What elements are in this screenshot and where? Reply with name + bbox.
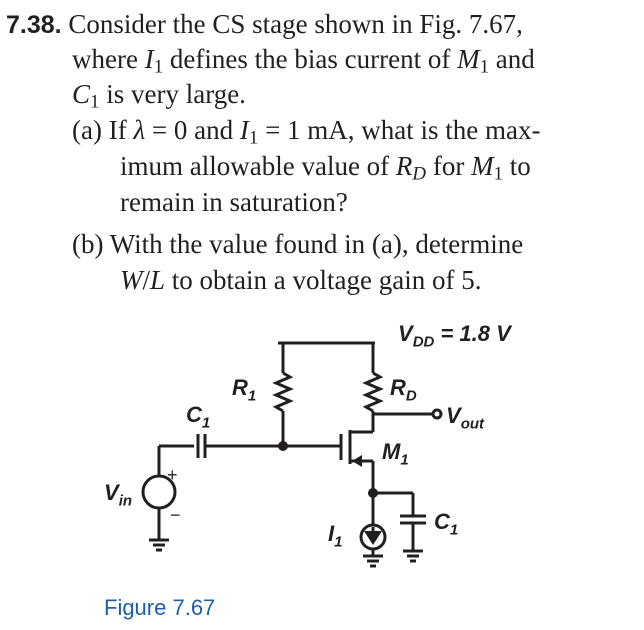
vout-label: $V_{out}$ (446, 403, 485, 433)
gate-junction-dot (278, 441, 288, 451)
part-b-line-1: (b) With the value found in (a), determine (72, 229, 524, 259)
part-b-line-2: W/L to obtain a voltage gain of 5. (120, 265, 482, 295)
down-arrow-icon (364, 531, 382, 545)
c1-input-capacitor (159, 434, 205, 458)
vin-plus-sign: + (167, 465, 178, 485)
rd-resistor (366, 343, 380, 432)
c1-source-capacitor (400, 516, 426, 550)
m1-label: $M_1$ (382, 439, 409, 469)
source-junction-dot (368, 488, 378, 498)
i1-label: $I_1$ (328, 521, 343, 551)
r1-label: $R_1$ (232, 375, 257, 405)
part-a-line-2: imum allowable value of $R_D$ for $M_1$ to (120, 151, 531, 185)
part-a-line-3: remain in saturation? (120, 187, 348, 217)
c1-source-label: $C_1$ (434, 509, 459, 539)
problem-intro-line-1: 7.38. Consider the CS stage shown in Fig. 7.67, (6, 9, 523, 39)
vdd-label: $V_{DD} = 1.8$ V (398, 321, 511, 351)
part-b-label: (b) (72, 229, 104, 259)
c1-input-label: $C_1$ (186, 402, 211, 432)
problem-intro-line-2: where $I_1$ defines the bias current of $M_1$ and (72, 44, 535, 78)
vin-label: $V_{in}$ (104, 480, 133, 510)
ground-i1 (363, 556, 383, 566)
r1-resistor (276, 343, 290, 446)
vin-minus-sign: − (170, 505, 181, 525)
source-arrow-icon (352, 455, 362, 467)
rd-label: $R_D$ (390, 375, 417, 405)
problem-intro-line-3: $C_1$ is very large. (72, 79, 246, 113)
problem-number: 7.38. (6, 11, 62, 39)
vout-terminal (433, 410, 441, 418)
ground-vin (149, 540, 169, 550)
part-a-label: (a) (72, 115, 102, 145)
ground-c1 (403, 551, 423, 561)
part-a-line-1: (a) If λ = 0 and $I_1 = 1$ mA, what is the max- (72, 115, 541, 149)
circuit-schematic (0, 300, 644, 630)
figure-caption: Figure 7.67 (104, 595, 216, 620)
m1-transistor (341, 430, 373, 525)
